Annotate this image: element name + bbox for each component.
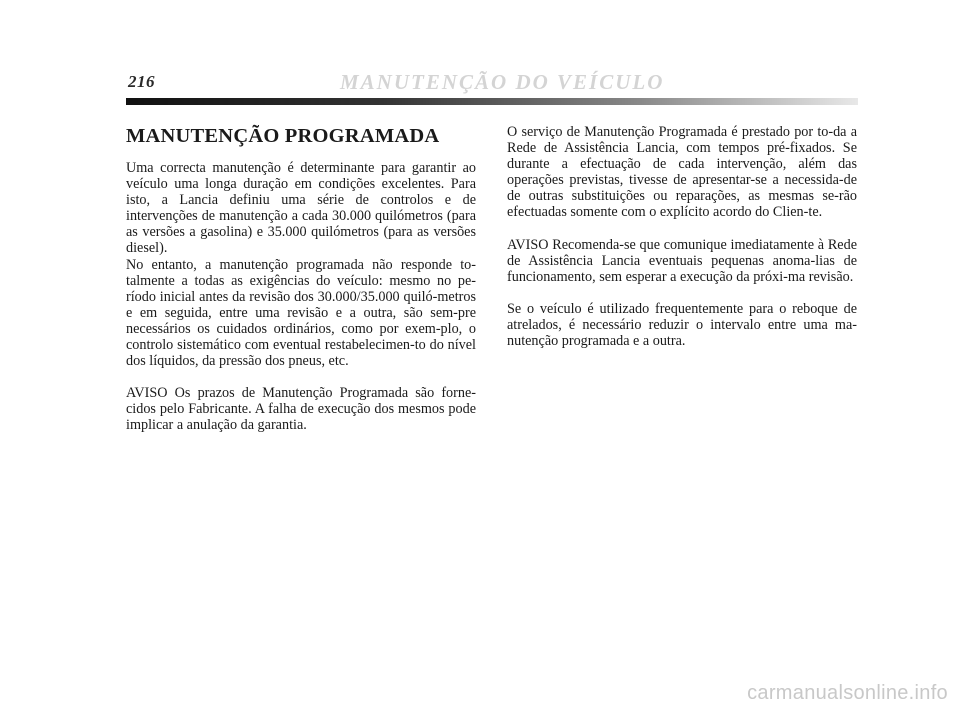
right-paragraph-towing: Se o veículo é utilizado frequentemente para o reboque de atrelados, é necessário reduzir o intervalo entre uma ma-nutenção programada e a outra. [507, 300, 857, 350]
right-column [507, 124, 857, 349]
left-paragraph-warning: AVISO Os prazos de Manutenção Programada são forne-cidos pelo Fabricante. A falha de execução dos mesmos pode implicar a anulação da garantia. [126, 385, 476, 434]
left-paragraph-intro: Uma correcta manutenção é determinante para garantir ao veículo uma longa duração em condições excelentes. Para isto, a Lancia definiu uma série de controlos e de intervenções de manutenção a cada 30.000 quilómetros (para as versões a gasolina) e 35.000 quilómetros (para as versões diesel). [126, 160, 476, 257]
watermark-text: carmanualsonline.info [747, 682, 948, 704]
left-paragraph-ordinary-care: No entanto, a manutenção programada não responde to-talmente a todas as exigências do veículo: mesmo no pe-ríodo inicial antes da revisão dos 30.000/35.000 quiló-metros e em seguida, entre uma revisão e a outra, são sem-pre necessários os cuidados ordinários, como por exem-plo, o controlo sistemático com eventual restabelecimen-to do nível dos líquidos, da pressão dos pneus, etc. [126, 256, 476, 370]
running-header-title: MANUTENÇÃO DO VEÍCULO [340, 70, 665, 94]
page-number: 216 [128, 72, 155, 91]
right-paragraph-service: O serviço de Manutenção Programada é prestado por to-da a Rede de Assistência Lancia, com tempos pré-fixados. Se durante a efectuação de cada intervenção, além das operações previstas, tivesse de apresentar-se a necessida-de de outras substituições ou reparações, as mesmas se-rão efectuadas somente com o explícito acordo do Clien-te. [507, 124, 857, 221]
section-title: MANUTENÇÃO PROGRAMADA [126, 125, 440, 147]
right-paragraph-warning: AVISO Recomenda-se que comunique imediatamente à Rede de Assistência Lancia eventuais pequenas anoma-lias de funcionamento, sem esperar a execução da próxi-ma revisão. [507, 236, 857, 285]
header-rule [126, 98, 858, 105]
left-column [126, 124, 476, 434]
